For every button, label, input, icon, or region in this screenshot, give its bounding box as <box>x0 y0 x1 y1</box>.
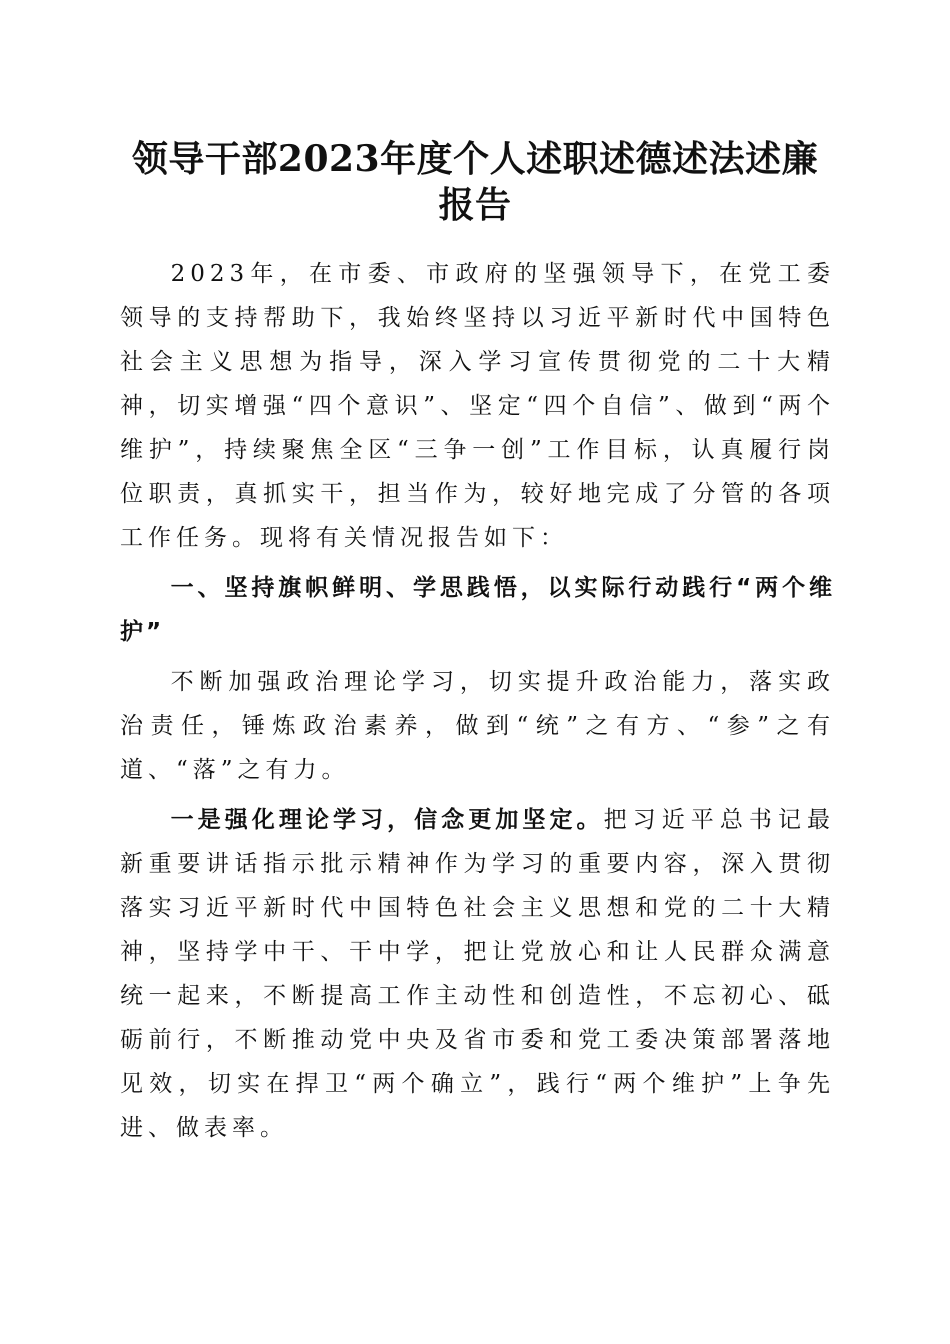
point-body: 把习近平总书记最新重要讲话指示批示精神作为学习的重要内容，深入贯彻落实习近平新时代中国特色社会主义思想和党的二十大精神，坚持学中干、干中学，把让党放心和让人民群众满意统一起来，不断提高工作主动性和创造性，不忘初心、砥砺前行，不断推动党中央及省市委和党工委决策部署落地见效，切实在捍卫“两个确立”，践行“两个维护”上争先进、做表率。 <box>120 807 836 1141</box>
intro-paragraph: 2023年，在市委、市政府的坚强领导下，在党工委领导的支持帮助下，我始终坚持以习近平新时代中国特色社会主义思想为指导，深入学习宣传贯彻党的二十大精神，切实增强“四个意识”、坚定“四个自信”、做到“两个维护”，持续聚焦全区“三争一创”工作目标，认真履行岗位职责，真抓实干，担当作为，较好地完成了分管的各项工作任务。现将有关情况报告如下： <box>120 261 835 551</box>
point-paragraph <box>120 798 835 1150</box>
document-body <box>120 252 835 1150</box>
section-summary-paragraph: 不断加强政治理论学习，切实提升政治能力，落实政治责任，锤炼政治素养，做到“统”之有方、“参”之有道、“落”之有力。 <box>120 669 835 783</box>
point-lead: 一是强化理论学习，信念更加坚定。 <box>170 807 604 833</box>
section-heading: 一、坚持旗帜鲜明、学思践悟，以实际行动践行“两个维护” <box>120 575 835 645</box>
document-title: 领导干部2023年度个人述职述德述法述廉报告 <box>131 138 819 226</box>
